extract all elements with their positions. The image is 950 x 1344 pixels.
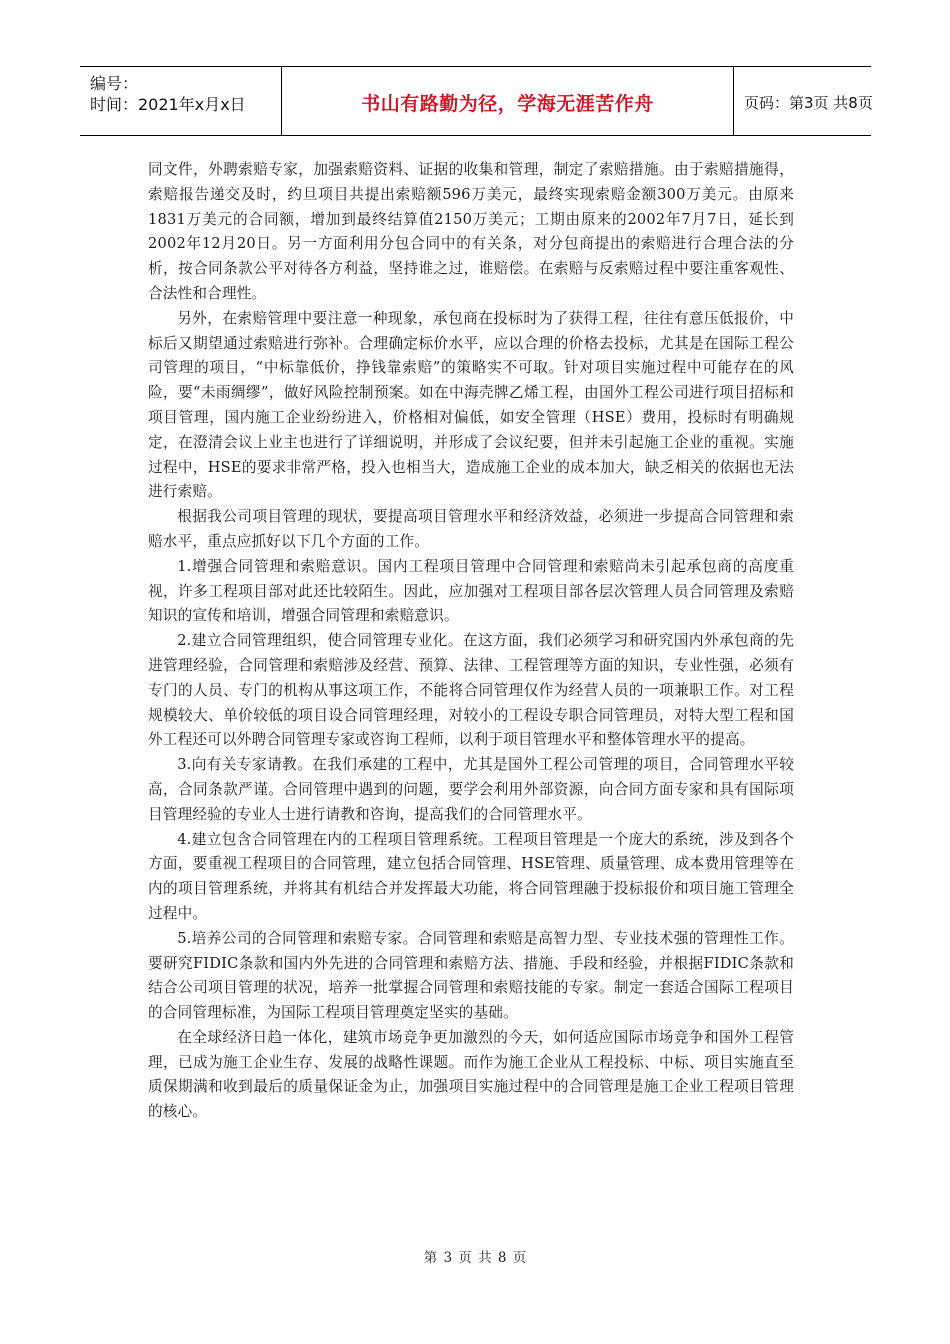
paragraph-measure-3: 3.向有关专家请教。在我们承建的工程中，尤其是国外工程公司管理的项目，合同管理水平较高，合同条款严谨。合同管理中遇到的问题，要学会利用外部资源，向合同方面专家和具有国际项目管理经验的专业人士进行请教和咨询，提高我们的合同管理水平。	[148, 756, 794, 823]
paragraph-measure-4: 4.建立包含合同管理在内的工程项目管理系统。工程项目管理是一个庞大的系统，涉及到各个方面，要重视工程项目的合同管理，建立包括合同管理、HSE管理、质量管理、成本费用管理等在内的项目管理系统，并将其有机结合并发挥最大功能，将合同管理融于投标报价和项目施工管理全过程中。	[148, 830, 794, 922]
paragraph-measure-5: 5.培养公司的合同管理和索赔专家。合同管理和索赔是高智力型、专业技术强的管理性工作。要研究FIDIC条款和国内外先进的合同管理和索赔方法、措施、手段和经验，并根据FIDIC条款和结合公司项目管理的状况，培养一批掌握合同管理和索赔技能的专家。制定一套适合国际工程项目的合同管理标准，为国际工程项目管理奠定坚实的基础。	[148, 929, 794, 1022]
header-page-code: 页码：第3页 共8页	[744, 94, 873, 112]
paragraph-conclusion: 在全球经济日趋一体化，建筑市场竞争更加激烈的今天，如何适应国际市场竞争和国外工程管理，已成为施工企业生存、发展的战略性课题。而作为施工企业从工程投标、中标、项目实施直至质保期满和收到最后的质量保证金为止，加强项目实施过程中的合同管理是施工企业工程项目管理的核心。	[148, 1028, 794, 1121]
page-header	[80, 66, 871, 136]
header-motto-cell	[282, 67, 734, 135]
document-body	[148, 158, 794, 1125]
document-date-label: 时间：2021年x月x日	[90, 95, 246, 114]
header-meta-cell	[80, 67, 282, 135]
paragraph-bid-risk: 另外，在索赔管理中要注意一种现象，承包商在投标时为了获得工程，往往有意压低报价，中标后又期望通过索赔进行弥补。合理确定标价水平，应以合理的价格去投标，尤其是在国际工程公司管理的项目，“中标靠低价，挣钱靠索赔”的策略实不可取。针对项目实施过程中可能存在的风险，要“未雨绸缪”，做好风险控制预案。如在中海壳牌乙烯工程，由国外工程公司进行项目招标和项目管理，国内施工企业纷纷进入，价格相对偏低，如安全管理（HSE）费用，投标时有明确规定，在澄清会议上业主也进行了详细说明，并形成了会议纪要，但并未引起施工企业的重视。实施过程中，HSE的要求非常严格，投入也相当大，造成施工企业的成本加大，缺乏相关的依据也无法进行索赔。	[148, 309, 794, 501]
paragraph-intro-measures: 根据我公司项目管理的现状，要提高项目管理水平和经济效益，必须进一步提高合同管理和索赔水平，重点应抓好以下几个方面的工作。	[148, 508, 794, 550]
page-footer: 第 3 页 共 8 页	[423, 1250, 527, 1266]
header-page-cell	[734, 67, 871, 135]
paragraph-continuation: 同文件，外聘索赔专家，加强索赔资料、证据的收集和管理，制定了索赔措施。由于索赔措施得，索赔报告递交及时，约旦项目共提出索赔额596万美元，最终实现索赔金额300万美元。由原来1831万美元的合同额，增加到最终结算值2150万美元；工期由原来的2002年7月7日，延长到2002年12月20日。另一方面利用分包合同中的有关条，对分包商提出的索赔进行合理合法的分析，按合同条款公平对待各方利益，坚持谁之过，谁赔偿。在索赔与反索赔过程中要注重客观性、合法性和合理性。	[148, 161, 794, 302]
paragraph-measure-2: 2.建立合同管理组织，使合同管理专业化。在这方面，我们必须学习和研究国内外承包商的先进管理经验，合同管理和索赔涉及经营、预算、法律、工程管理等方面的知识，专业性强，必须有专门的人员、专门的机构从事这项工作，不能将合同管理仅作为经营人员的一项兼职工作。对工程规模较大、单价较低的项目设合同管理经理，对较小的工程设专职合同管理员，对特大型工程和国外工程还可以外聘合同管理专家或咨询工程师，以利于项目管理水平和整体管理水平的提高。	[148, 632, 794, 749]
header-motto: 书山有路勤为径，学海无涯苦作舟	[361, 93, 654, 115]
document-number-label: 编号：	[90, 74, 139, 93]
paragraph-measure-1: 1.增强合同管理和索赔意识。国内工程项目管理中合同管理和索赔尚未引起承包商的高度重视，许多工程项目部对此还比较陌生。因此，应加强对工程项目部各层次管理人员合同管理及索赔知识的宣传和培训，增强合同管理和索赔意识。	[148, 557, 794, 625]
